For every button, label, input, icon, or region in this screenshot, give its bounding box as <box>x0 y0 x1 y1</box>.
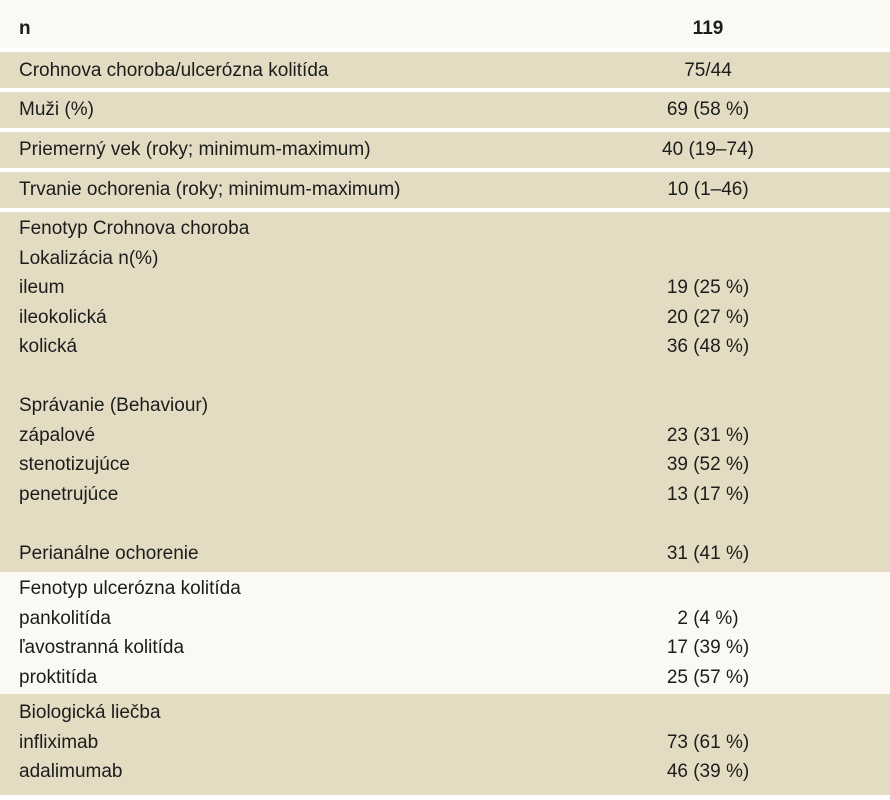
item-label: infliximab <box>19 731 99 753</box>
row-value: 40 (19–74) <box>662 139 754 160</box>
behaviour-title: Správanie (Behaviour) <box>19 395 209 416</box>
list-item <box>0 728 890 758</box>
row-label: Muži (%) <box>19 99 94 120</box>
row-value: 10 (1–46) <box>667 179 749 200</box>
table-row <box>0 132 890 168</box>
crohn-phenotype-section <box>0 212 890 572</box>
row-value: 69 (58 %) <box>666 99 750 120</box>
table-row <box>0 92 890 128</box>
item-value: 13 (17 %) <box>666 483 750 505</box>
item-label: penetrujúce <box>19 483 119 505</box>
item-value: 46 (39 %) <box>666 761 750 782</box>
table-row <box>0 172 890 208</box>
biologic-therapy-title: Biologická liečba <box>19 702 161 723</box>
item-label: stenotizujúce <box>19 454 130 475</box>
perianal-label: Perianálne ochorenie <box>19 542 199 564</box>
list-item <box>0 633 890 663</box>
item-label: adalimumab <box>19 761 123 782</box>
header-row <box>0 0 890 48</box>
item-label: ileum <box>19 277 65 298</box>
list-item <box>0 273 890 303</box>
list-item <box>0 539 890 569</box>
item-value: 23 (31 %) <box>666 424 750 446</box>
crohn-phenotype-title: Fenotyp Crohnova choroba <box>19 218 250 239</box>
list-item <box>0 480 890 510</box>
item-value: 19 (25 %) <box>666 277 750 298</box>
row-value: 75/44 <box>684 60 732 81</box>
item-label: proktitída <box>19 666 98 688</box>
item-value: 73 (61 %) <box>666 731 750 753</box>
list-item <box>0 604 890 634</box>
item-label: pankolitída <box>19 607 111 629</box>
list-item <box>0 303 890 333</box>
row-label: Trvanie ochorenia (roky; minimum-maximum) <box>19 179 401 200</box>
item-label: kolická <box>19 336 78 357</box>
item-value: 25 (57 %) <box>666 666 750 688</box>
header-value: 119 <box>692 18 724 39</box>
row-label: Priemerný vek (roky; minimum-maximum) <box>19 139 371 160</box>
item-value: 36 (48 %) <box>666 336 750 357</box>
item-value: 17 (39 %) <box>666 637 750 658</box>
localization-title: Lokalizácia n(%) <box>19 247 159 269</box>
uc-phenotype-title: Fenotyp ulcerózna kolitída <box>19 578 241 599</box>
list-item <box>0 421 890 451</box>
row-label: Crohnova choroba/ulcerózna kolitída <box>19 60 329 81</box>
item-value: 20 (27 %) <box>666 306 750 328</box>
list-item <box>0 757 890 787</box>
item-label: ileokolická <box>19 306 107 328</box>
list-item <box>0 332 890 362</box>
list-item <box>0 663 890 693</box>
table-row <box>0 52 890 88</box>
list-item <box>0 450 890 480</box>
item-value: 39 (52 %) <box>666 454 750 475</box>
biologic-therapy-section <box>0 694 890 795</box>
header-label: n <box>19 18 31 39</box>
item-value: 2 (4 %) <box>677 607 739 629</box>
perianal-value: 31 (41 %) <box>666 542 750 564</box>
item-label: zápalové <box>19 424 96 446</box>
item-label: ľavostranná kolitída <box>19 637 185 658</box>
uc-phenotype-section <box>0 572 890 694</box>
